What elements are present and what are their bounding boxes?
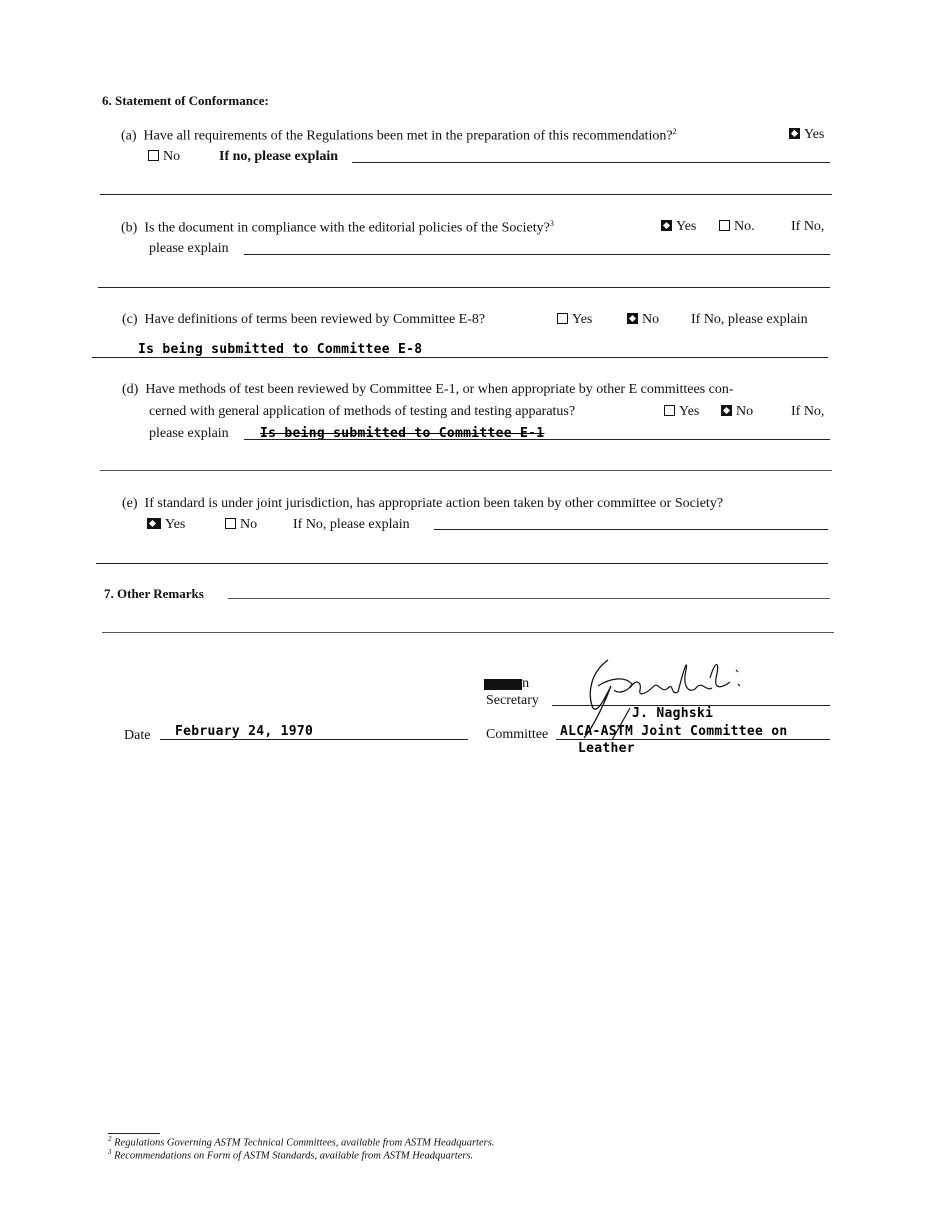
item-e-question (122, 496, 723, 512)
item-d-yes-checkbox[interactable] (664, 405, 675, 416)
item-d-no[interactable] (721, 404, 753, 420)
remarks-line-2[interactable] (102, 632, 834, 633)
redacted-title (484, 676, 529, 692)
item-c-no[interactable] (627, 312, 659, 328)
redacted-block: XXXXXX (485, 679, 522, 690)
item-b-no-checkbox[interactable] (719, 220, 730, 231)
footnote-2 (108, 1135, 494, 1149)
footnote-3-text: Recommendations on Form of ASTM Standards, available from ASTM Headquarters. (114, 1150, 474, 1162)
item-b-label: (b) (121, 220, 138, 236)
item-d-question-line-1 (122, 382, 734, 398)
item-c-label: (c) (122, 312, 138, 327)
item-d-no-checkbox[interactable] (721, 405, 732, 416)
footnote-3-mark: 3 (108, 1148, 112, 1156)
item-a-no-label: No (163, 149, 181, 164)
item-d-explain-label: please explain (149, 426, 229, 441)
item-a-yes-checkbox[interactable] (789, 128, 800, 139)
item-b-explain-label: please explain (149, 241, 229, 256)
item-d-yes-label: Yes (679, 404, 700, 419)
redacted-suffix: n (522, 676, 530, 691)
item-b-yes-label: Yes (676, 219, 697, 234)
item-b-yes[interactable] (661, 219, 696, 235)
footnote-3 (108, 1148, 473, 1162)
item-c-question (122, 312, 485, 328)
item-e-text: If standard is under joint jurisdiction, has appropriate action been taken by other committee or Society? (144, 496, 724, 511)
item-d-text-1: Have methods of test been reviewed by Committee E-1, or when appropriate by other E committees con- (145, 382, 734, 397)
date-line (160, 739, 468, 740)
item-e-explain-line-2[interactable] (96, 563, 828, 564)
item-c-yes-checkbox[interactable] (557, 313, 568, 324)
section-6-heading: 6. Statement of Conformance: (102, 93, 269, 108)
item-b-no-label: No. (734, 219, 755, 234)
item-d-no-label: No (736, 404, 754, 419)
footnote-rule (108, 1133, 160, 1134)
item-a-explain-label: If no, please explain (219, 149, 339, 164)
item-a-yes[interactable] (789, 127, 824, 143)
item-a-question (121, 127, 677, 145)
committee-line (556, 739, 830, 740)
item-c-answer[interactable]: Is being submitted to Committee E-8 (138, 342, 423, 357)
item-e-label: (e) (122, 496, 138, 511)
item-e-explain-line[interactable] (434, 529, 828, 530)
section-7-heading: 7. Other Remarks (104, 586, 204, 601)
footnote-2-mark: 2 (108, 1135, 112, 1143)
item-e-explain-label: If No, please explain (293, 517, 410, 532)
item-b-no[interactable] (719, 219, 755, 235)
date-label: Date (124, 728, 151, 743)
item-b-footnote-ref: 3 (549, 219, 554, 228)
item-d-explain-line (244, 439, 830, 440)
item-c-explain-line (92, 357, 828, 358)
item-d-text-2: cerned with general application of methods of testing and testing apparatus? (149, 404, 576, 419)
committee-value-1[interactable]: ALCA-ASTM Joint Committee on (560, 724, 788, 739)
item-b-yes-checkbox[interactable] (661, 220, 672, 231)
item-d-if-no: If No, (791, 404, 825, 419)
item-d-explain-line-2[interactable] (100, 470, 832, 471)
typed-name: J. Naghski (632, 706, 714, 721)
item-e-no-label: No (240, 517, 258, 532)
item-b-question (121, 219, 554, 237)
committee-value-2: Leather (578, 741, 635, 756)
item-a-footnote-ref: 2 (672, 127, 677, 136)
secretary-label: Secretary (486, 693, 539, 708)
item-c-no-checkbox[interactable] (627, 313, 638, 324)
item-a-no-checkbox[interactable] (148, 150, 159, 161)
item-a-text: Have all requirements of the Regulations been met in the preparation of this recommendation? (143, 128, 673, 144)
item-b-explain-line[interactable] (244, 254, 830, 255)
item-e-yes-checkbox[interactable] (147, 518, 161, 529)
item-c-no-label: No (642, 312, 660, 327)
item-b-if-no: If No, (791, 219, 825, 234)
item-c-explain-label: If No, please explain (691, 312, 808, 327)
item-a-yes-label: Yes (804, 127, 825, 142)
item-a-label: (a) (121, 128, 137, 144)
committee-label: Committee (486, 727, 549, 742)
item-c-yes[interactable] (557, 312, 592, 328)
item-c-text: Have definitions of terms been reviewed by Committee E-8? (144, 312, 486, 327)
item-c-yes-label: Yes (572, 312, 593, 327)
item-e-yes[interactable] (147, 517, 185, 533)
remarks-line-1[interactable] (228, 598, 830, 599)
item-a-explain-line[interactable] (352, 162, 830, 163)
item-d-yes[interactable] (664, 404, 699, 420)
item-e-yes-label: Yes (165, 517, 186, 532)
item-a-no[interactable] (148, 149, 180, 165)
item-d-answer[interactable]: Is being submitted to Committee E-1 (260, 426, 545, 441)
item-b-text: Is the document in compliance with the editorial policies of the Society? (144, 220, 550, 236)
item-d-label: (d) (122, 382, 139, 397)
footnote-2-text: Regulations Governing ASTM Technical Committees, available from ASTM Headquarters. (114, 1137, 495, 1149)
date-value[interactable]: February 24, 1970 (175, 724, 314, 739)
item-a-explain-line-2[interactable] (100, 194, 832, 195)
item-e-no-checkbox[interactable] (225, 518, 236, 529)
item-e-no[interactable] (225, 517, 257, 533)
item-b-explain-line-2[interactable] (98, 287, 830, 288)
